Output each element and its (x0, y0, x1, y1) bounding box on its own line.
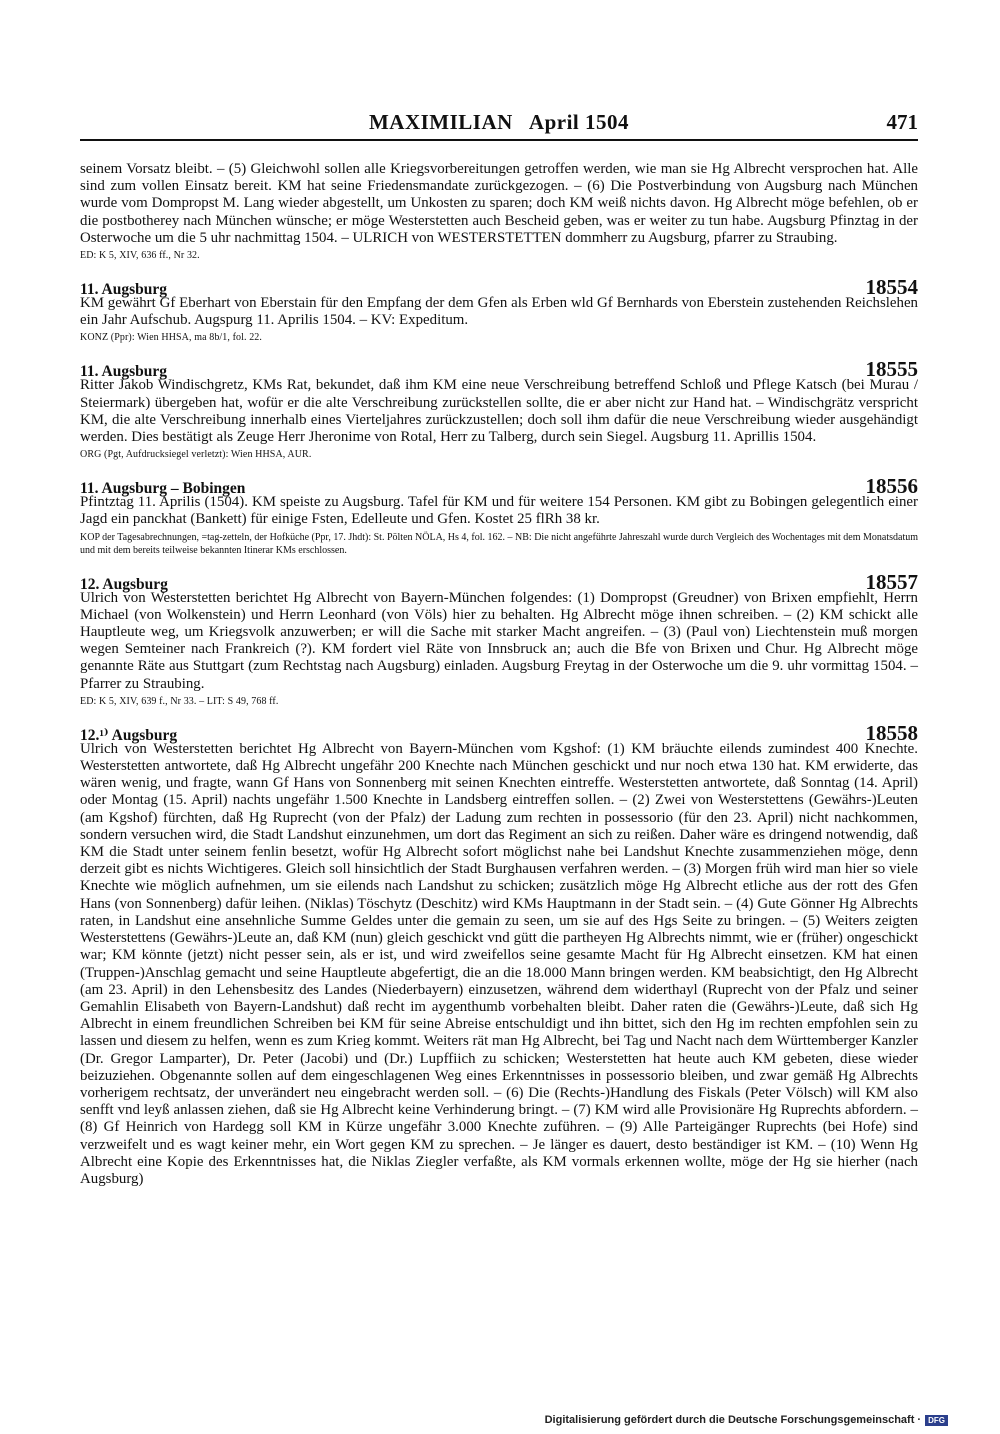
entry-number: 18556 (865, 474, 918, 499)
regest-entry-18557 (80, 570, 918, 708)
entry-number: 18557 (865, 569, 918, 594)
entry-number: 18554 (865, 275, 918, 300)
entry-text: Ulrich von Westerstetten berichtet Hg Albrecht von Bayern-München vom Kgshof: (1) KM bräuchte eilends zumindest 400 Knechte. Westerstetten antwortete, daß Hg Albrecht ungefähr 200 Knechte nach München geschickt und nur noch etwa 130 hat. KM erwiderte, das wären wenig, und fragte, wann Gf Hans von Sonnenberg mit seinen Knechten eintreffe. Westerstetten antwortete, daß Sonntag (14. April) oder Montag (15. April) nachts ungefähr 1.500 Knechte in Landsberg eintreffen sollen. – (2) Zwei von Westerstettens (Gewährs-)Leuten (am Kgshof) fürchten, daß Hg Ruprecht (von der Pfalz) der Ladung zum rechten in possessorio (für den 23. April) nicht nachkommen, sondern versuchen wird, die Stadt Landshut einzunehmen, um dort das Regiment an sich zu reißen. Daher wäre es dringend notwendig, daß KM die Stadt unter seinem fenlin besetzt, wofür Hg Albrecht sofort möglichst nahe bei Landshut Knechte zusammenziehen möge, denn derzeit gibt es nichts Wichtigeres. Gleich soll hinsichtlich der Stadt Burghausen verfahren werden. – (3) Morgen früh wird man hier so viele Knechte wie möglich aufnehmen, um sie eilends nach Landshut zu schicken; zusätzlich möge Hg Albrecht etliche aus der rott des Gfen Hans (von Sonnenberg) dafür leihen. (Niklas) Töschytz (Deschitz) wird KMs Hauptmann in der Stadt sein. – (4) Gute Gönner Hg Albrechts raten, in Landshut eine ansehnliche Summe Geldes unter die gemain zu seen, um sie auf des Hgs Seite zu bringen. – (5) Weiters zeigten Westerstettens (Gewährs-)Leute an, daß KM (nun) gleich geschickt vnd gütt die partheyen Hg Albrechts nimmt, wie er (früher) ongeschickt war; KM könnte (jetzt) nicht pesser sein, als er ist, und wird zweifellos seine gesamte Macht für Hg Albrecht einsetzen. KM hat einen (Truppen-)Anschlag gemacht und seine Hauptleute abgefertigt, die an die 18.000 Mann bringen werden. KM beabsichtigt, den Hg Albrecht (am 23. April) in den Lehensbesitz des Landes (Niederbayern) einzusetzen, während dem widerthayl (Ruprecht von der Pfalz und seiner Gemahlin Elisabeth von Bayern-Landshut) daß recht im aygenthumb vorbehalten bleibt. Daher raten die (Gewährs-)Leute, daß sich Hg Albrecht in einem freundlichen Schreiben bei KM für seine Abreise entschuldigt und ihn bittet, sich den Hg im rechten empfohlen sein zu lassen und diesem zu helfen, wenn es zum Krieg kommt. Weiters rät man Hg Albrecht, bei Tag und Nacht nach dem Württemberger Kanzler (Dr. Gregor Lamparter), Dr. Peter (Jacobi) und (Dr.) Lupffiich zu schicken; Westerstetten hat heute auch KM gebeten, diese wieder beizuziehen. Obgenannte sollen auf dem eingeschlagenen Weg eines Erkenntnisses in possessorio bleiben, und zwar gemäß Hg Albrechts vorherigem rechtsatz, der unverändert neu eingebracht werden soll. – (6) Die (Rechts-)Handlung des Fiskals (Peter Völsch) will KM also senfft vnd leyß anlassen ziehen, daß sie Hg Albrecht keine Verhinderung bringt. – (7) KM wird alle Provisionäre Hg Ruprechts abfordern. – (8) Gf Heinrich von Hardegg soll KM in Kürze ungefähr 3.000 Knechte zuführen. – (9) Alle Parteigänger Ruprechts (bei Hofe) sind verzweifelt und es wagt keiner mehr, ein Wort gegen KM zu sprechen. – Je länger es dauert, desto beständiger ist KM. – (10) Wenn Hg Albrecht eine Kopie des Erkenntnisses hat, die Niklas Ziegler verfaßte, als KM vormals erkennen wollte, möge der Hg sie hierher (nach Augsburg) (80, 740, 918, 1187)
entry-text: Ulrich von Westerstetten berichtet Hg Albrecht von Bayern-München folgendes: (1) Dompropst (Greudner) von Brixen empfiehlt, Herrn Michael (von Wolkenstein) und Herrn Leonhard (von Völs) hier zu behalten. Hg Albrecht möge ihnen schreiben. – (2) KM schickt alle Hauptleute weg, um Kriegsvolk anzuwerben; er will die Sache mit starker Macht angreifen. – (3) (Paul von) Liechtenstein muß morgen wegen Semteiner nach Frankreich (?). KM fordert viel Räte von Innsbruck an; auch die Bfe von Brixen und Chur. Hg Albrecht möge genannte Räte aus Stuttgart (zum Rechtstag nach Augsburg) einladen. Augsburg Freytag in der Osterwoche um die 9. uhr vormittag 1504. – Pfarrer zu Straubing. (80, 589, 918, 692)
running-title: MAXIMILIAN April 1504 (368, 110, 629, 134)
entry-source: ORG (Pgt, Aufdrucksiegel verletzt): Wien HHSA, AUR. (80, 449, 312, 461)
regest-entry-18555 (80, 357, 918, 461)
entry-date: 11. Augsburg (80, 363, 168, 381)
footer-text: Digitalisierung gefördert durch die Deutsche Forschungsgemeinschaft · (544, 1414, 922, 1426)
entry-date: 11. Augsburg – Bobingen (80, 480, 246, 498)
entry-text: KM gewährt Gf Eberhart von Eberstain für den Empfang der dem Gfen als Erben wld Gf Bernhards von Eberstein zustehenden Reichslehen ein Jahr Aufschub. Augspurg 11. Aprilis 1504. – KV: Expeditum. (80, 295, 918, 329)
entry-text: Pfintztag 11. Aprilis (1504). KM speiste zu Augsburg. Tafel für KM und für weitere 154 Personen. KM gibt zu Bobingen gelegentlich einer Jagd ein panckhat (Bankett) für einige Fsten, Edelleute und Gfen. Kostet 25 flRh 38 kr. (80, 494, 918, 528)
entry-source: ED: K 5, XIV, 639 f., Nr 33. – LIT: S 49, 768 ff. (80, 695, 279, 707)
entry-source: KONZ (Ppr): Wien HHSA, ma 8b/1, fol. 22. (80, 332, 263, 344)
page-number: 471 (886, 110, 918, 134)
page-header (80, 110, 918, 140)
dfg-logo: DFG (925, 1415, 948, 1426)
regest-entry-18554 (80, 275, 918, 344)
header-rule (80, 139, 918, 141)
entry-number: 18555 (865, 357, 918, 382)
continuation-block (80, 161, 918, 262)
entry-text: Ritter Jakob Windischgretz, KMs Rat, bekundet, daß ihm KM eine neue Verschreibung betreffend Schloß und Pflege Katsch (bei Murau / Steiermark) übergeben hat, wofür er die alte Verschreibung zurückstellen sollte, die er aber nicht zur Hand hat. – Windischgrätz verspricht KM, die alte Verschreibung innerhalb eines Vierteljahres zurückzustellen; doch soll ihm dafür die neue Verschreibung wieder ausgehändigt werden. Dies bestätigt als Zeuge Herr Jheronime von Rotal, Herr zu Talberg, durch sein Siegel. Augsburg 11. Aprillis 1504. (80, 377, 918, 446)
continuation-text: seinem Vorsatz bleibt. – (5) Gleichwohl sollen alle Kriegsvorbereitungen getroffen werden, wie man sie Hg Albrecht versprochen hat. Alle sind zum vollen Einsatz bereit. KM hat seine Friedensmandate zurückgezogen. – (6) Die Postverbindung von Augsburg nach München wurde vom Dompropst M. Lang wieder abgestellt, um Unkosten zu sparen; doch KM weiß nichts davon. Hg Albrecht möge befehlen, ob er die postbotherey nach München wünsche; er möge Westerstetten auch Bescheid geben, was er weiter zu tun habe. Augsburg Pfinztag in der Osterwoche um die 5 uhr nachmittag 1504. – ULRICH von WESTERSTETTEN dommherr zu Augsburg, pfarrer zu Straubing. (80, 161, 918, 246)
digitization-footer (545, 1414, 948, 1426)
entry-source: KOP der Tagesabrechnungen, =tag-zetteln, der Hofküche (Ppr, 17. Jhdt): St. Pölten NÖLA, Hs 4, fol. 162. – NB: Die nicht angeführte Jahreszahl wurde durch Vergleich des Wochentages mit dem Monatsdatum und mit dem bereits teilweise bekannten Itinerar KMs erschlossen. (80, 531, 918, 556)
entry-number: 18558 (865, 720, 918, 745)
continuation-source: ED: K 5, XIV, 636 ff., Nr 32. (80, 250, 200, 262)
entry-date: 12. Augsburg (80, 575, 168, 593)
entry-date: 11. Augsburg (80, 281, 168, 299)
regest-entry-18556 (80, 474, 918, 556)
entry-date: 12.¹⁾ Augsburg (80, 726, 178, 744)
regest-entry-18558 (80, 721, 918, 1188)
page-body (80, 161, 918, 1188)
